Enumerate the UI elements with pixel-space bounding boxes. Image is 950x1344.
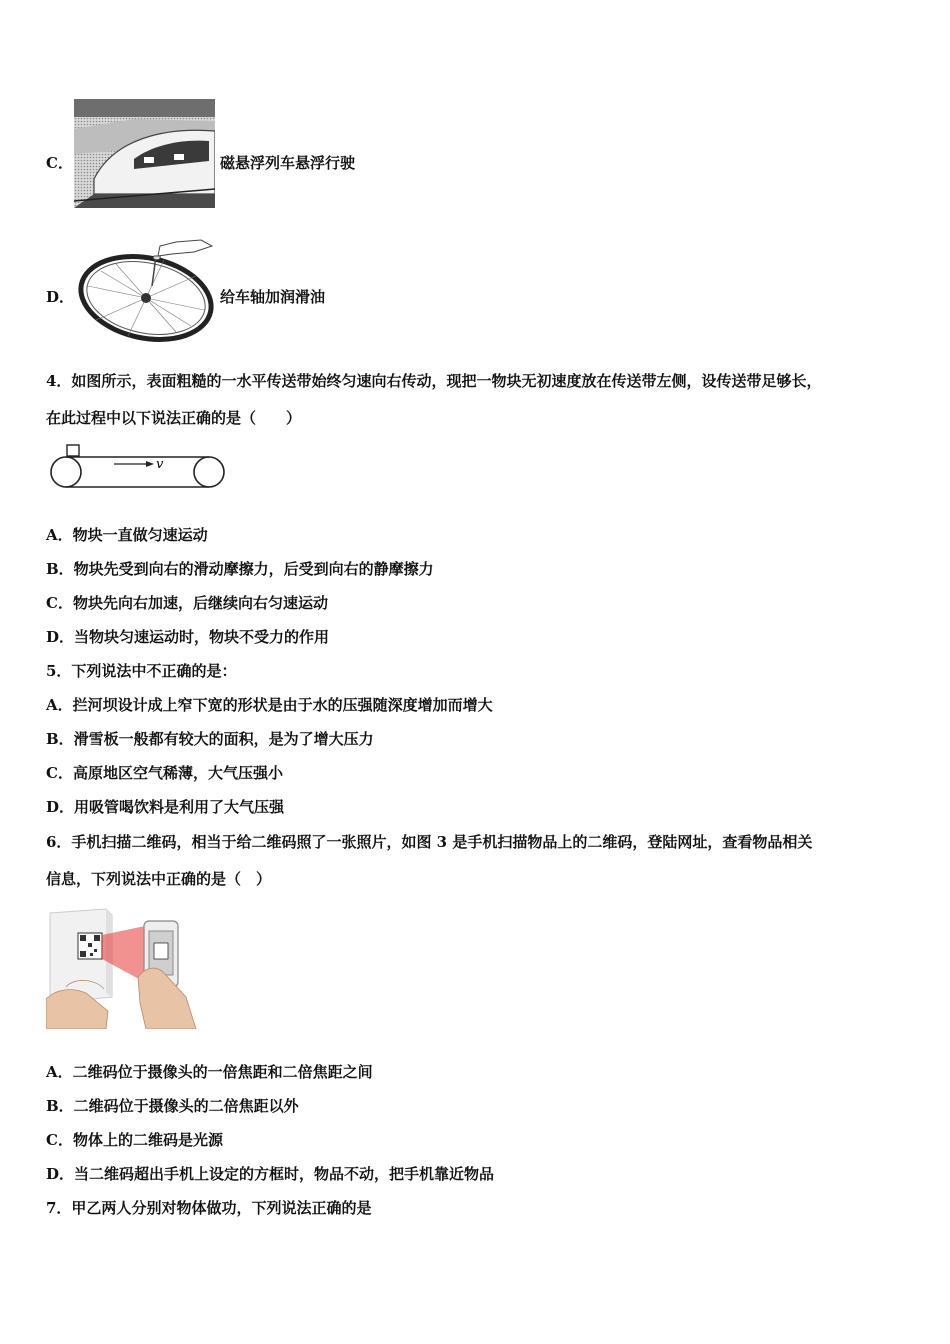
q4-option-c: C．物块先向右加速，后继续向右匀速运动 xyxy=(46,594,328,612)
q6-option-a: A．二维码位于摄像头的一倍焦距和二倍焦距之间 xyxy=(46,1063,373,1081)
q5-option-d: D．用吸管喝饮料是利用了大气压强 xyxy=(46,798,285,816)
q5-option-a: A．拦河坝设计成上窄下宽的形状是由于水的压强随深度增加而增大 xyxy=(46,696,493,714)
maglev-train-image xyxy=(74,99,215,208)
q6-option-c: C．物体上的二维码是光源 xyxy=(46,1131,223,1149)
q6-option-b: B．二维码位于摄像头的二倍焦距以外 xyxy=(46,1097,299,1115)
conveyor-belt-diagram xyxy=(46,442,230,492)
velocity-label: v xyxy=(156,457,164,472)
q5-stem: 5．下列说法中不正确的是： xyxy=(46,662,237,680)
q3-option-d-text: 给车轴加润滑油 xyxy=(220,288,326,306)
q6-option-d: D．当二维码超出手机上设定的方框时，物品不动，把手机靠近物品 xyxy=(46,1165,495,1183)
q4-option-d: D．当物块匀速运动时，物块不受力的作用 xyxy=(46,628,330,646)
q3-option-d-letter: D． xyxy=(46,288,75,306)
q4-stem-line1: 4．如图所示，表面粗糙的一水平传送带始终匀速向右传动，现把一物块无初速度放在传送带左侧，设传送带足够长， xyxy=(46,372,822,390)
q3-option-c-text: 磁悬浮列车悬浮行驶 xyxy=(220,154,356,172)
q6-stem-line1: 6．手机扫描二维码，相当于给二维码照了一张照片，如图 3 是手机扫描物品上的二维码，登陆网址，查看物品相关 xyxy=(46,833,813,851)
q4-stem-line2: 在此过程中以下说法正确的是（ ） xyxy=(46,409,302,427)
q5-option-c: C．高原地区空气稀薄，大气压强小 xyxy=(46,764,283,782)
qr-scanning-image xyxy=(46,907,202,1029)
q4-option-b: B．物块先受到向右的滑动摩擦力，后受到向右的静摩擦力 xyxy=(46,560,434,578)
q5-option-b: B．滑雪板一般都有较大的面积，是为了增大压力 xyxy=(46,730,374,748)
q7-stem: 7．甲乙两人分别对物体做功，下列说法正确的是 xyxy=(46,1199,372,1217)
q4-option-a: A．物块一直做匀速运动 xyxy=(46,526,208,544)
bicycle-wheel-oiling-image xyxy=(76,236,216,342)
q3-option-c-letter: C． xyxy=(46,154,73,172)
q6-stem-line2: 信息，下列说法中正确的是（ ） xyxy=(46,870,272,888)
